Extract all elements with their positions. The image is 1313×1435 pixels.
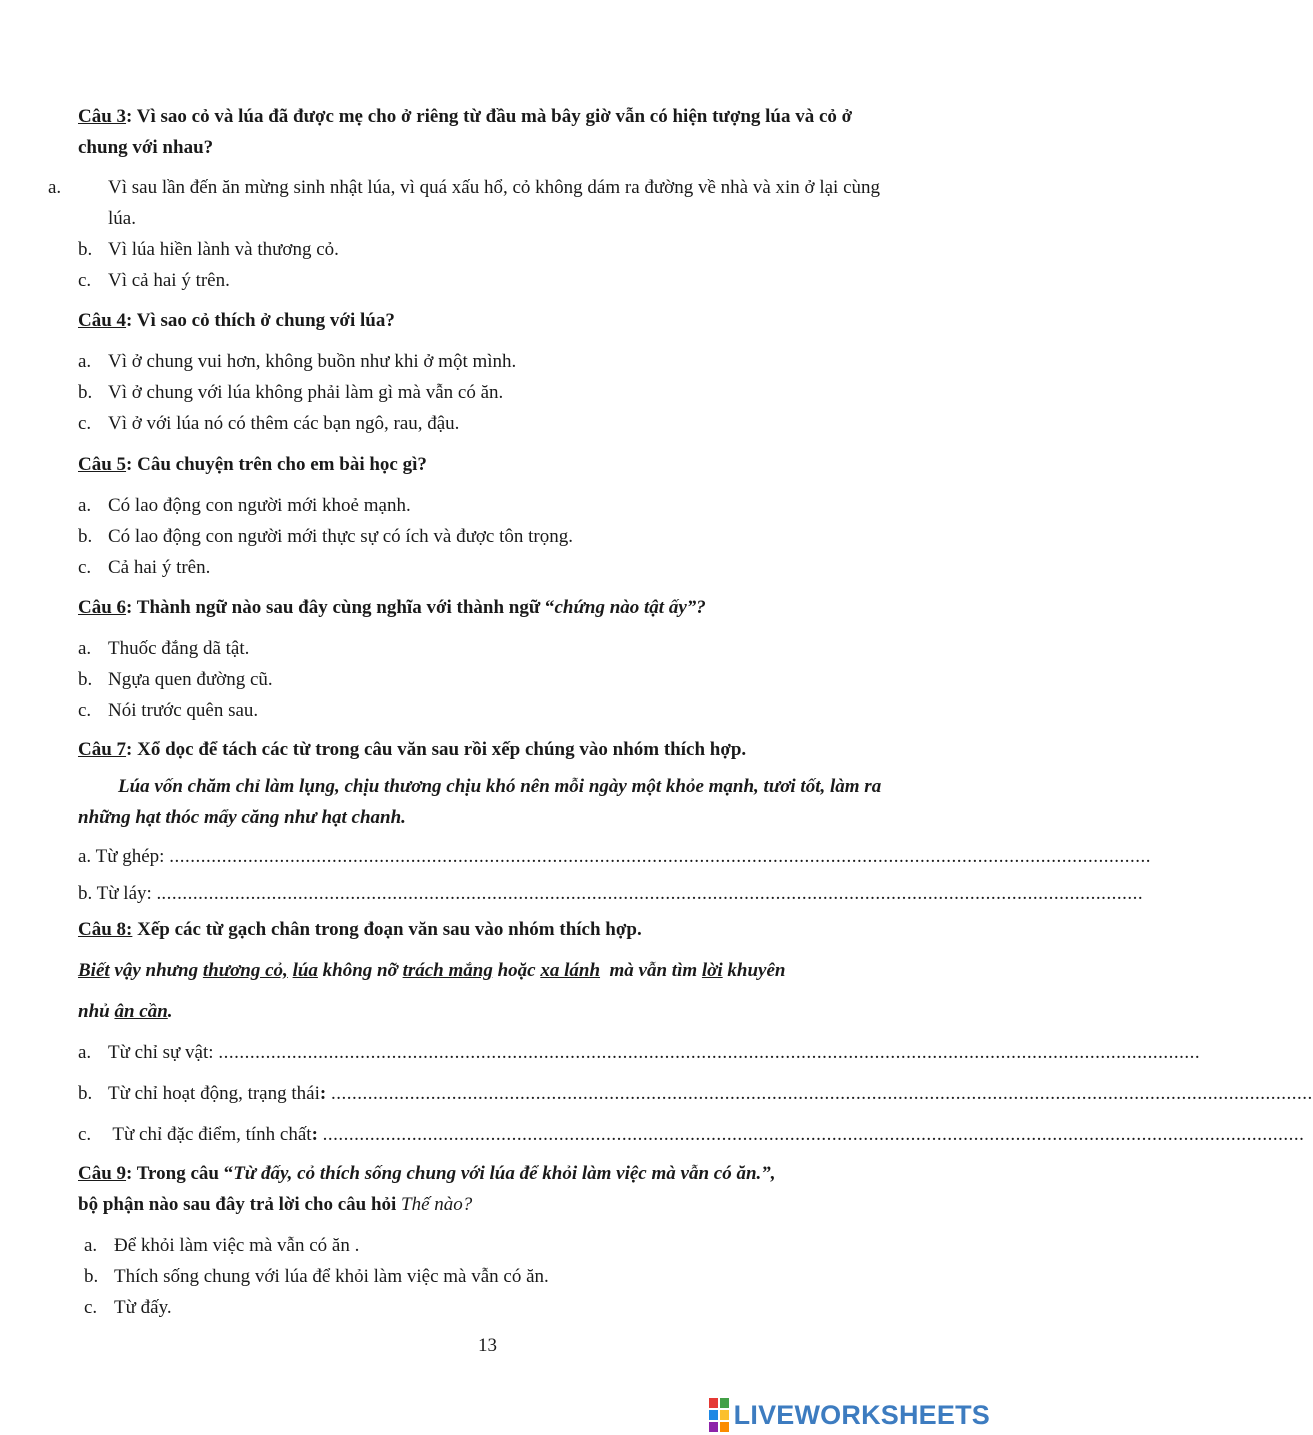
option-9c: c. Từ đấy. (84, 1297, 172, 1318)
fill-verbs[interactable]: b. Từ chỉ hoạt động, trạng thái: ........................................................................................................................................................................................... (78, 1083, 1313, 1104)
question-text: : Vì sao cỏ và lúa đã được mẹ cho ở riêng từ đầu mà bây giờ vẫn có hiện tượng lúa và cỏ ở chung với nhau? (78, 106, 853, 158)
option-3a: a. Vì sau lần đến ăn mừng sinh nhật lúa, vì quá xấu hổ, cỏ không dám ra đường về nhà và xin ở lại cùng lúa. (48, 177, 881, 229)
question-number: Câu 3 (78, 106, 127, 127)
question-5 (78, 449, 900, 480)
passage-7: Lúa vốn chăm chỉ làm lụng, chịu thương chịu khó nên mỗi ngày một khỏe mạnh, tươi tốt, làm ra những hạt thóc mẩy căng như hạt chanh. (78, 776, 882, 828)
quoted-sentence: Từ đấy, cỏ thích sống chung với lúa để khỏi làm việc mà vẫn có ăn.”, (233, 1163, 776, 1184)
question-8 (78, 914, 900, 945)
question-number: Câu 5 (78, 454, 127, 475)
question-9: Câu 9: Trong câu “Từ đấy, cỏ thích sống chung với lúa để khỏi làm việc mà vẫn có ăn.”, bộ phận nào sau đây trả lời cho câu hỏi Thế nào? (78, 1163, 776, 1215)
question-6 (78, 592, 900, 623)
option-3b: b. Vì lúa hiền lành và thương cỏ. (78, 239, 339, 260)
page-number: 13 (478, 1335, 497, 1356)
question-text: : Xổ dọc để tách các từ trong câu văn sau rồi xếp chúng vào nhóm thích hợp. (126, 739, 747, 760)
option-5c: c. Cả hai ý trên. (78, 557, 211, 578)
option-9b: b. Thích sống chung với lúa để khỏi làm việc mà vẫn có ăn. (84, 1266, 549, 1287)
question-4 (78, 305, 900, 336)
question-3 (78, 101, 900, 163)
option-4a: a. Vì ở chung vui hơn, không buồn như khi ở một mình. (78, 351, 517, 372)
passage-8-line-2: nhủ ân cần. (78, 1001, 173, 1022)
question-number: Câu 8: (78, 919, 133, 940)
logo-icon (709, 1398, 729, 1432)
question-7 (78, 734, 900, 765)
liveworksheets-logo[interactable] (709, 1398, 990, 1432)
passage-8-line-1: Biết vậy nhưng thương cỏ, lúa không nỡ trách mắng hoặc xa lánh mà vẫn tìm lời khuyên (78, 960, 786, 981)
question-text: : Câu chuyện trên cho em bài học gì? (126, 454, 427, 475)
question-text: Xếp các từ gạch chân trong đoạn văn sau vào nhóm thích hợp. (132, 919, 642, 940)
question-number: Câu 4 (78, 310, 127, 331)
question-number: Câu 7 (78, 739, 127, 760)
option-4b: b. Vì ở chung với lúa không phải làm gì mà vẫn có ăn. (78, 382, 504, 403)
idiom: chứng nào tật ấy”? (554, 597, 706, 618)
option-3c: c. Vì cả hai ý trên. (78, 270, 230, 291)
fill-reduplicative-words[interactable]: b. Từ láy: ............................................................................................................................................................................................ (78, 883, 1144, 904)
fill-compound-words[interactable]: a. Từ ghép: ........................................................................................................................................................................................... (78, 846, 1151, 867)
option-4c: c. Vì ở với lúa nó có thêm các bạn ngô, rau, đậu. (78, 413, 460, 434)
option-6c: c. Nói trước quên sau. (78, 700, 259, 721)
fill-adjectives[interactable]: c. Từ chỉ đặc điểm, tính chất: ........................................................................................................................................................................................... (78, 1124, 1305, 1145)
question-text: : Thành ngữ nào sau đây cùng nghĩa với thành ngữ “ (126, 597, 555, 618)
question-number: Câu 6 (78, 597, 127, 618)
question-text: : Vì sao cỏ thích ở chung với lúa? (126, 310, 395, 331)
option-6b: b. Ngựa quen đường cũ. (78, 669, 273, 690)
option-9a: a. Để khỏi làm việc mà vẫn có ăn . (84, 1235, 360, 1256)
option-5a: a. Có lao động con người mới khoẻ mạnh. (78, 495, 411, 516)
fill-nouns[interactable]: a. Từ chỉ sự vật: ........................................................................................................................................................................................... (78, 1042, 1201, 1063)
question-number: Câu 9 (78, 1163, 127, 1184)
brand-name: LIVEWORKSHEETS (733, 1399, 990, 1430)
option-5b: b. Có lao động con người mới thực sự có ích và được tôn trọng. (78, 526, 573, 547)
option-6a: a. Thuốc đắng dã tật. (78, 638, 250, 659)
